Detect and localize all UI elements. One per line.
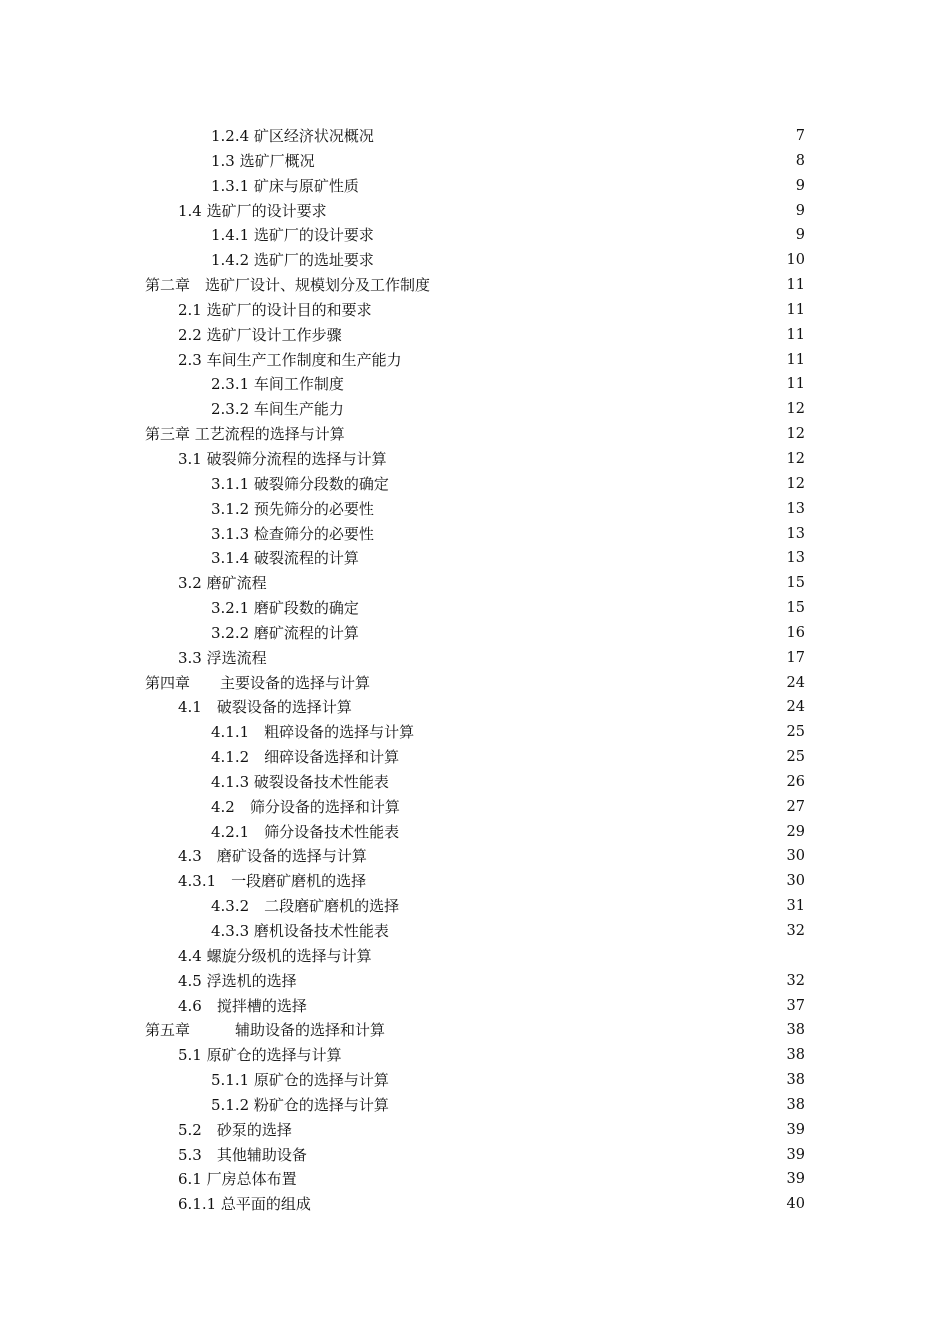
toc-entry[interactable] [0, 174, 950, 199]
toc-entry-title: 4.1.1 粗碎设备的选择与计算 [211, 723, 415, 742]
toc-entry-page-number: 9 [795, 177, 805, 194]
toc-entry-page-number: 11 [786, 277, 805, 294]
toc-entry[interactable] [0, 199, 950, 224]
toc-entry[interactable] [0, 1192, 950, 1217]
toc-entry[interactable] [0, 571, 950, 596]
toc-entry-title: 6.1.1 总平面的组成 [178, 1195, 311, 1214]
toc-entry-page-number: 7 [795, 128, 805, 144]
toc-entry[interactable] [0, 273, 950, 298]
toc-entry-title: 第二章 选矿厂设计、规模划分及工作制度 [145, 276, 431, 295]
toc-entry-page-number: 16 [786, 624, 805, 641]
toc-entry[interactable] [0, 795, 950, 820]
toc-entry[interactable] [0, 447, 950, 472]
toc-entry-page-number: 38 [786, 1096, 805, 1113]
toc-entry-title: 3.2.1 磨矿段数的确定 [211, 599, 359, 618]
toc-entry-title: 4.6 搅拌槽的选择 [178, 996, 307, 1015]
toc-entry-title: 4.3.1 一段磨矿磨机的选择 [178, 872, 367, 891]
toc-entry-title: 5.1 原矿仓的选择与计算 [178, 1046, 342, 1065]
toc-entry[interactable] [0, 844, 950, 869]
toc-entry-page-number: 31 [786, 898, 805, 915]
toc-entry-page-number: 40 [786, 1196, 805, 1213]
toc-entry-page-number: 29 [786, 823, 805, 840]
toc-entry-title: 5.1.2 粉矿仓的选择与计算 [211, 1095, 389, 1114]
toc-entry[interactable] [0, 223, 950, 248]
toc-entry-title: 3.1.1 破裂筛分段数的确定 [211, 474, 389, 493]
toc-entry[interactable] [0, 646, 950, 671]
toc-entry-page-number: 26 [786, 773, 805, 790]
toc-entry-title: 1.2.4 矿区经济状况概况 [211, 127, 374, 145]
toc-entry-title: 第四章 主要设备的选择与计算 [145, 673, 371, 692]
toc-entry-title: 4.1.2 细碎设备选择和计算 [211, 748, 400, 767]
toc-entry-title: 3.1.3 检查筛分的必要性 [211, 524, 374, 543]
toc-entry-page-number: 15 [786, 600, 805, 617]
toc-entry[interactable] [0, 372, 950, 397]
toc-entry-title: 1.3 选矿厂概况 [211, 151, 315, 170]
toc-entry-title: 2.3.1 车间工作制度 [211, 375, 344, 394]
toc-entry-title: 5.2 砂泵的选择 [178, 1120, 292, 1139]
toc-entry-title: 1.4 选矿厂的设计要求 [178, 201, 327, 220]
toc-entry[interactable] [0, 820, 950, 845]
toc-entry-page-number: 30 [786, 873, 805, 890]
toc-entry[interactable] [0, 994, 950, 1019]
toc-entry-title: 第三章 工艺流程的选择与计算 [145, 425, 345, 444]
toc-entry-page-number: 12 [786, 450, 805, 467]
toc-entry[interactable] [0, 124, 950, 149]
toc-entry[interactable] [0, 969, 950, 994]
toc-entry-title: 4.3.3 磨机设备技术性能表 [211, 922, 389, 940]
toc-entry-title: 5.1.1 原矿仓的选择与计算 [211, 1071, 389, 1090]
toc-entry[interactable] [0, 944, 950, 969]
toc-entry-title: 1.4.1 选矿厂的设计要求 [211, 226, 374, 245]
toc-entry-page-number: 8 [795, 152, 805, 169]
toc-entry[interactable] [0, 770, 950, 795]
toc-entry[interactable] [0, 745, 950, 770]
toc-entry-title: 1.3.1 矿床与原矿性质 [211, 176, 359, 195]
toc-entry[interactable] [0, 1167, 950, 1192]
toc-entry-title: 3.1 破裂筛分流程的选择与计算 [178, 449, 387, 468]
toc-entry-title: 2.1 选矿厂的设计目的和要求 [178, 300, 372, 319]
toc-entry-page-number: 32 [786, 972, 805, 989]
toc-entry[interactable] [0, 497, 950, 522]
toc-entry-page-number: 27 [786, 798, 805, 815]
toc-entry-page-number: 13 [786, 525, 805, 542]
toc-entry[interactable] [0, 546, 950, 571]
toc-entry[interactable] [0, 1043, 950, 1068]
toc-entry[interactable] [0, 397, 950, 422]
toc-entry[interactable] [0, 1143, 950, 1168]
toc-entry-page-number: 38 [786, 1022, 805, 1039]
toc-entry-page-number: 12 [786, 426, 805, 443]
toc-entry-title: 4.4 螺旋分级机的选择与计算 [178, 946, 372, 965]
toc-entry[interactable] [0, 522, 950, 547]
toc-entry[interactable] [0, 248, 950, 273]
toc-entry-page-number: 9 [795, 227, 805, 244]
toc-entry-page-number: 25 [786, 749, 805, 766]
toc-entry-page-number: 9 [795, 202, 805, 219]
toc-entry-title: 2.2 选矿厂设计工作步骤 [178, 325, 342, 344]
toc-entry[interactable] [0, 695, 950, 720]
toc-entry-page-number: 24 [786, 699, 805, 716]
toc-entry-title: 6.1 厂房总体布置 [178, 1170, 297, 1189]
toc-entry-page-number: 11 [786, 326, 805, 343]
toc-entry-page-number: 15 [786, 575, 805, 592]
toc-entry-title: 3.2.2 磨矿流程的计算 [211, 623, 359, 642]
toc-entry[interactable] [0, 621, 950, 646]
toc-entry-title: 3.2 磨矿流程 [178, 574, 267, 593]
toc-entry-title: 第五章 辅助设备的选择和计算 [145, 1021, 386, 1040]
toc-entry[interactable] [0, 298, 950, 323]
toc-entry-page-number: 12 [786, 475, 805, 492]
toc-entry-title: 4.2.1 筛分设备技术性能表 [211, 822, 400, 841]
toc-entry[interactable] [0, 720, 950, 745]
toc-entry-title: 2.3.2 车间生产能力 [211, 400, 344, 419]
toc-entry[interactable] [0, 596, 950, 621]
toc-entry-page-number: 39 [786, 1121, 805, 1138]
toc-entry[interactable] [0, 1068, 950, 1093]
toc-entry-title: 5.3 其他辅助设备 [178, 1145, 307, 1164]
toc-entry[interactable] [0, 671, 950, 696]
toc-entry[interactable] [0, 472, 950, 497]
toc-entry-page-number: 11 [786, 351, 805, 368]
toc-entry-title: 2.3 车间生产工作制度和生产能力 [178, 350, 402, 369]
toc-entry-page-number: 24 [786, 674, 805, 691]
toc-entry-page-number: 38 [786, 1072, 805, 1089]
toc-entry-title: 4.3 磨矿设备的选择与计算 [178, 847, 367, 866]
toc-entry-title: 4.2 筛分设备的选择和计算 [211, 797, 400, 816]
toc-entry-page-number: 39 [786, 1171, 805, 1188]
toc-entry-page-number: 13 [786, 550, 805, 567]
toc-entry-title: 1.4.2 选矿厂的选址要求 [211, 251, 374, 270]
toc-entry-page-number: 37 [786, 997, 805, 1014]
toc-entry-page-number: 13 [786, 500, 805, 517]
toc-entry[interactable] [0, 1093, 950, 1118]
toc-entry[interactable] [0, 323, 950, 348]
toc-entry-title: 3.1.2 预先筛分的必要性 [211, 499, 374, 518]
toc-entry-page-number: 39 [786, 1146, 805, 1163]
toc-entry-title: 4.3.2 二段磨矿磨机的选择 [211, 897, 400, 916]
toc-entry-page-number: 10 [786, 252, 805, 269]
toc-entry-page-number: 30 [786, 848, 805, 865]
toc-entry[interactable] [0, 149, 950, 174]
toc-entry[interactable] [0, 1118, 950, 1143]
toc-entry[interactable] [0, 1018, 950, 1043]
toc-entry-title: 4.5 浮选机的选择 [178, 971, 297, 990]
toc-entry-title: 4.1.3 破裂设备技术性能表 [211, 772, 389, 791]
toc-entry[interactable] [0, 422, 950, 447]
table-of-contents [0, 124, 950, 1217]
toc-entry-page-number: 11 [786, 376, 805, 393]
toc-entry-page-number: 38 [786, 1047, 805, 1064]
toc-entry-page-number: 12 [786, 401, 805, 418]
toc-entry[interactable] [0, 348, 950, 373]
toc-entry-title: 4.1 破裂设备的选择计算 [178, 698, 352, 717]
toc-entry[interactable] [0, 869, 950, 894]
toc-entry-page-number: 11 [786, 301, 805, 318]
toc-entry-page-number: 32 [786, 923, 805, 939]
toc-entry[interactable] [0, 894, 950, 919]
toc-entry-title: 3.3 浮选流程 [178, 648, 267, 667]
toc-entry-title: 3.1.4 破裂流程的计算 [211, 549, 359, 568]
toc-entry-page-number: 25 [786, 724, 805, 741]
toc-entry-page-number: 17 [786, 649, 805, 666]
toc-entry[interactable] [0, 919, 950, 944]
